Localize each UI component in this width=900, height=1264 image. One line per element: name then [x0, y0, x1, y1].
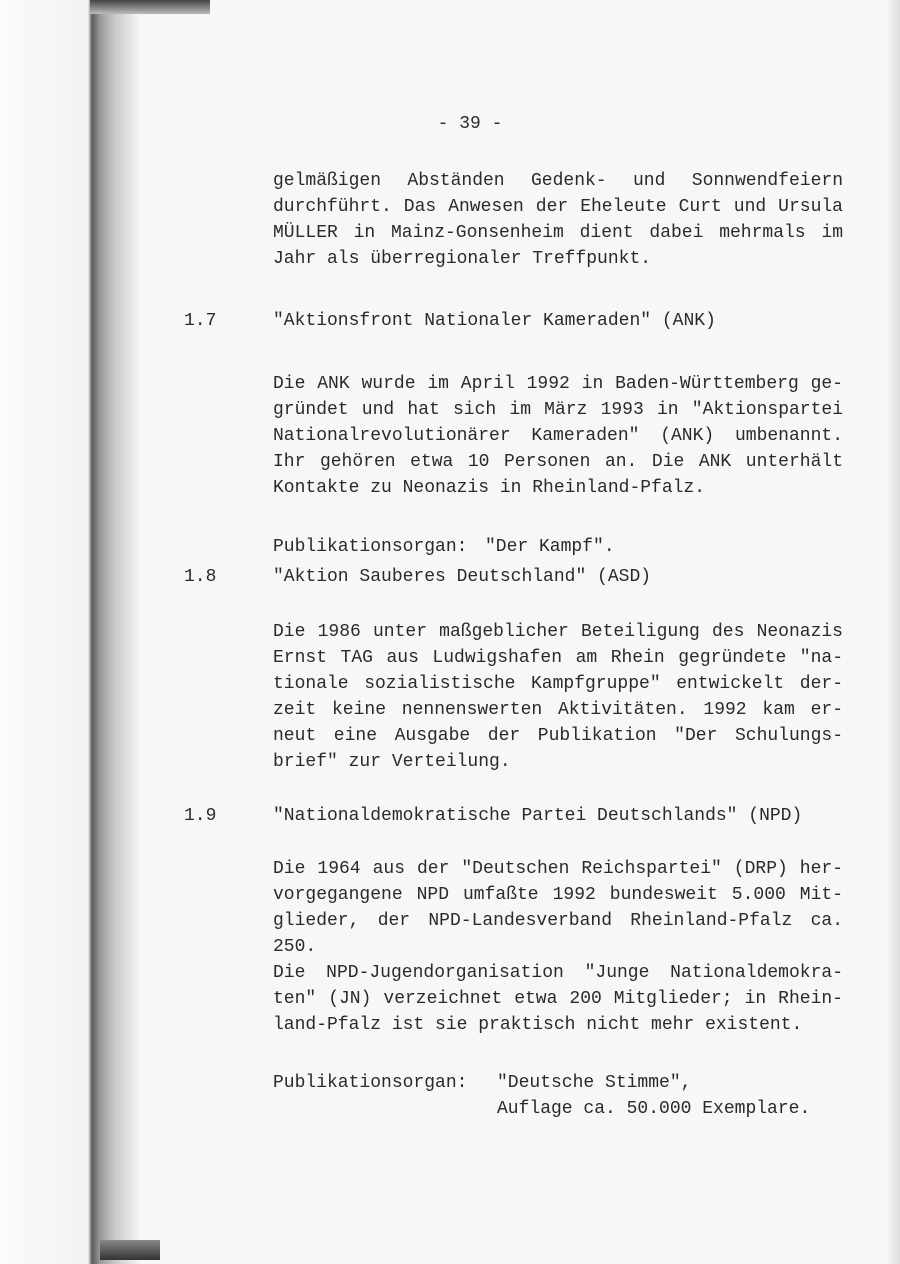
section-number: 1.9: [184, 806, 217, 826]
text-line: Ernst TAG aus Ludwigshafen am Rhein gegründete "na-: [273, 648, 843, 668]
text-line: durchführt. Das Anwesen der Eheleute Curt und Ursula: [273, 197, 843, 217]
text-line: gründet und hat sich im März 1993 in "Aktionspartei: [273, 400, 843, 420]
publication-value: "Der Kampf".: [485, 537, 615, 557]
publication-value: "Deutsche Stimme",: [497, 1073, 692, 1093]
text-line: glieder, der NPD-Landesverband Rheinland-Pfalz ca.: [273, 911, 843, 931]
text-line: Nationalrevolutionärer Kameraden" (ANK) umbenannt.: [273, 426, 843, 446]
text-line: Jahr als überregionaler Treffpunkt.: [273, 249, 652, 269]
text-line: ten" (JN) verzeichnet etwa 200 Mitglieder; in Rhein-: [273, 989, 843, 1009]
text-line: brief" zur Verteilung.: [273, 752, 511, 772]
section-heading: "Aktion Sauberes Deutschland" (ASD): [273, 567, 652, 587]
publication-label: Publikationsorgan:: [273, 537, 468, 557]
text-line: vorgegangene NPD umfaßte 1992 bundesweit 5.000 Mit-: [273, 885, 843, 905]
text-line: Die 1986 unter maßgeblicher Beteiligung des Neonazis: [273, 622, 843, 642]
section-heading: "Nationaldemokratische Partei Deutschlands" (NPD): [273, 806, 803, 826]
text-line: Die ANK wurde im April 1992 in Baden-Württemberg ge-: [273, 374, 843, 394]
scan-edge-mark: [90, 0, 210, 14]
text-line: neut eine Ausgabe der Publikation "Der Schulungs-: [273, 726, 843, 746]
text-line: Ihr gehören etwa 10 Personen an. Die ANK unterhält: [273, 452, 843, 472]
scan-right-edge: [886, 0, 900, 1264]
page-number: - 39 -: [437, 114, 503, 134]
text-line: Kontakte zu Neonazis in Rheinland-Pfalz.: [273, 478, 706, 498]
section-heading: "Aktionsfront Nationaler Kameraden" (ANK): [273, 311, 716, 331]
text-line: zeit keine nennenswerten Aktivitäten. 1992 kam er-: [273, 700, 843, 720]
section-number: 1.7: [184, 311, 217, 331]
text-line: tionale sozialistische Kampfgruppe" entwickelt der-: [273, 674, 843, 694]
publication-circulation: Auflage ca. 50.000 Exemplare.: [497, 1099, 811, 1119]
text-line: land-Pfalz ist sie praktisch nicht mehr existent.: [273, 1015, 803, 1035]
text-line: Die 1964 aus der "Deutschen Reichspartei" (DRP) her-: [273, 859, 843, 879]
publication-label: Publikationsorgan:: [273, 1073, 468, 1093]
text-line: 250.: [273, 937, 317, 957]
scan-edge-mark: [100, 1240, 160, 1260]
scan-binding-shadow: [0, 0, 140, 1264]
text-line: Die NPD-Jugendorganisation "Junge Nationaldemokra-: [273, 963, 843, 983]
text-line: MÜLLER in Mainz-Gonsenheim dient dabei mehrmals im: [273, 223, 843, 243]
text-line: gelmäßigen Abständen Gedenk- und Sonnwendfeiern: [273, 171, 843, 191]
section-number: 1.8: [184, 567, 217, 587]
